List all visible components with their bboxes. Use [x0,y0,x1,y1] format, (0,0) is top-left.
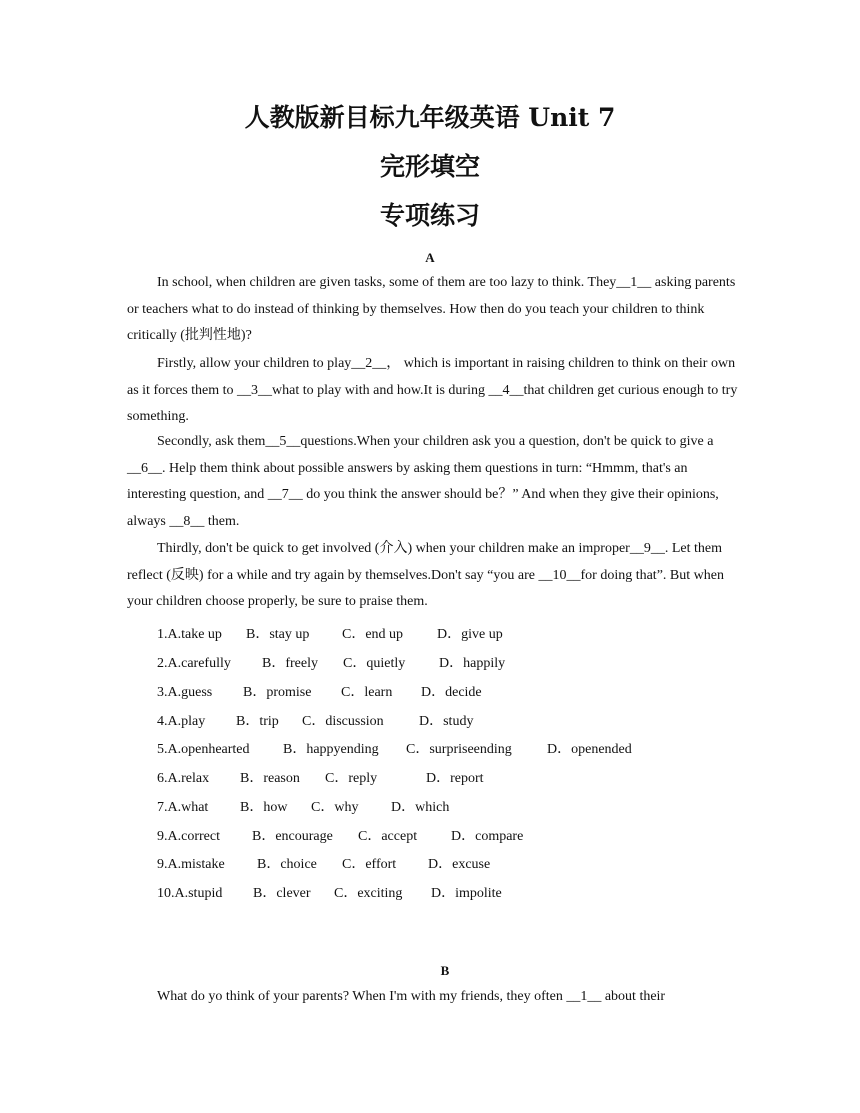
option-row [157,712,473,732]
option-row [157,740,632,760]
option-d: D．compare [451,829,524,844]
option-a: 4.A.play [157,714,206,729]
option-d: D．impolite [431,886,502,901]
option-row [157,625,503,645]
option-d: D．excuse [428,857,491,872]
document-title: 人教版新目标九年级英语 Unit 7 [244,103,616,132]
option-c: C．discussion [302,714,384,729]
option-b: B．reason [240,771,300,786]
passage-a-paragraph-4: Thirdly, don't be quick to get involved (介入) when your children make an improper__9__. Let them reflect (反映) for a while and try again by themselves.Don't say “you are __10__for doing that”. But when your children choose properly, be sure to praise them. [127,541,724,609]
option-c: C．learn [341,685,393,700]
option-a: 2.A.carefully [157,656,231,671]
option-a: 5.A.openhearted [157,742,250,757]
option-b: B．trip [236,714,279,729]
option-c: C．why [311,800,359,815]
option-b: B．stay up [246,627,310,642]
option-row [157,769,484,789]
option-row [157,798,449,818]
option-c: C．end up [342,627,404,642]
option-b: B．happyending [283,742,379,757]
option-row [157,654,505,674]
option-c: C．reply [325,771,378,786]
option-row [157,884,502,904]
option-d: D．study [419,714,474,729]
option-a: 6.A.relax [157,771,210,786]
option-a: 10.A.stupid [157,886,223,901]
option-c: C．quietly [343,656,406,671]
option-a: 3.A.guess [157,685,213,700]
section-b-label: B [440,963,450,978]
option-d: D．decide [421,685,482,700]
document-subtitle: 完形填空 [379,152,480,181]
section-a-label: A [425,250,435,265]
option-d: D．which [391,800,450,815]
option-b: B．choice [257,857,317,872]
option-b: B．how [240,800,288,815]
option-c: C．accept [358,829,418,844]
option-c: C．surpriseending [406,742,512,757]
passage-a-paragraph-3: Secondly, ask them__5__questions.When your children ask you a question, don't be quick to give a __6__. Help them think about possible answers by asking them questions in turn: “Hmmm, that's an interesting question, and __7__ do you think the answer should be？” And when they give their opinions, always __8__ them. [127,434,719,529]
option-b: B．promise [243,685,312,700]
option-d: D．give up [437,627,503,642]
option-d: D．happily [439,656,506,671]
option-b: B．clever [253,886,311,901]
document-subtitle-2: 专项练习 [379,201,480,230]
option-b: B．freely [262,656,318,671]
option-row [157,827,523,847]
option-a: 9.A.correct [157,829,220,844]
option-row [157,855,490,875]
option-a: 1.A.take up [157,627,222,642]
passage-b-paragraph-1: What do yo think of your parents? When I'm with my friends, they often __1__ about their [157,989,666,1004]
passage-a-paragraph-2: Firstly, allow your children to play__2__， which is important in raising children to think on their own as it forces them to __3__what to play with and how.It is during __4__that children get curious enough to try something. [127,356,738,424]
option-d: D．openended [547,742,632,757]
option-a: 9.A.mistake [157,857,225,872]
option-a: 7.A.what [157,800,209,815]
option-c: C．exciting [334,886,403,901]
option-c: C．effort [342,857,397,872]
passage-a-paragraph-1: In school, when children are given tasks, some of them are too lazy to think. They__1__ asking parents or teachers what to do instead of thinking by themselves. How then do you teach your children to think critically (批判性地)? [127,275,736,343]
option-row [157,683,482,703]
option-d: D．report [426,771,484,786]
option-b: B．encourage [252,829,333,844]
